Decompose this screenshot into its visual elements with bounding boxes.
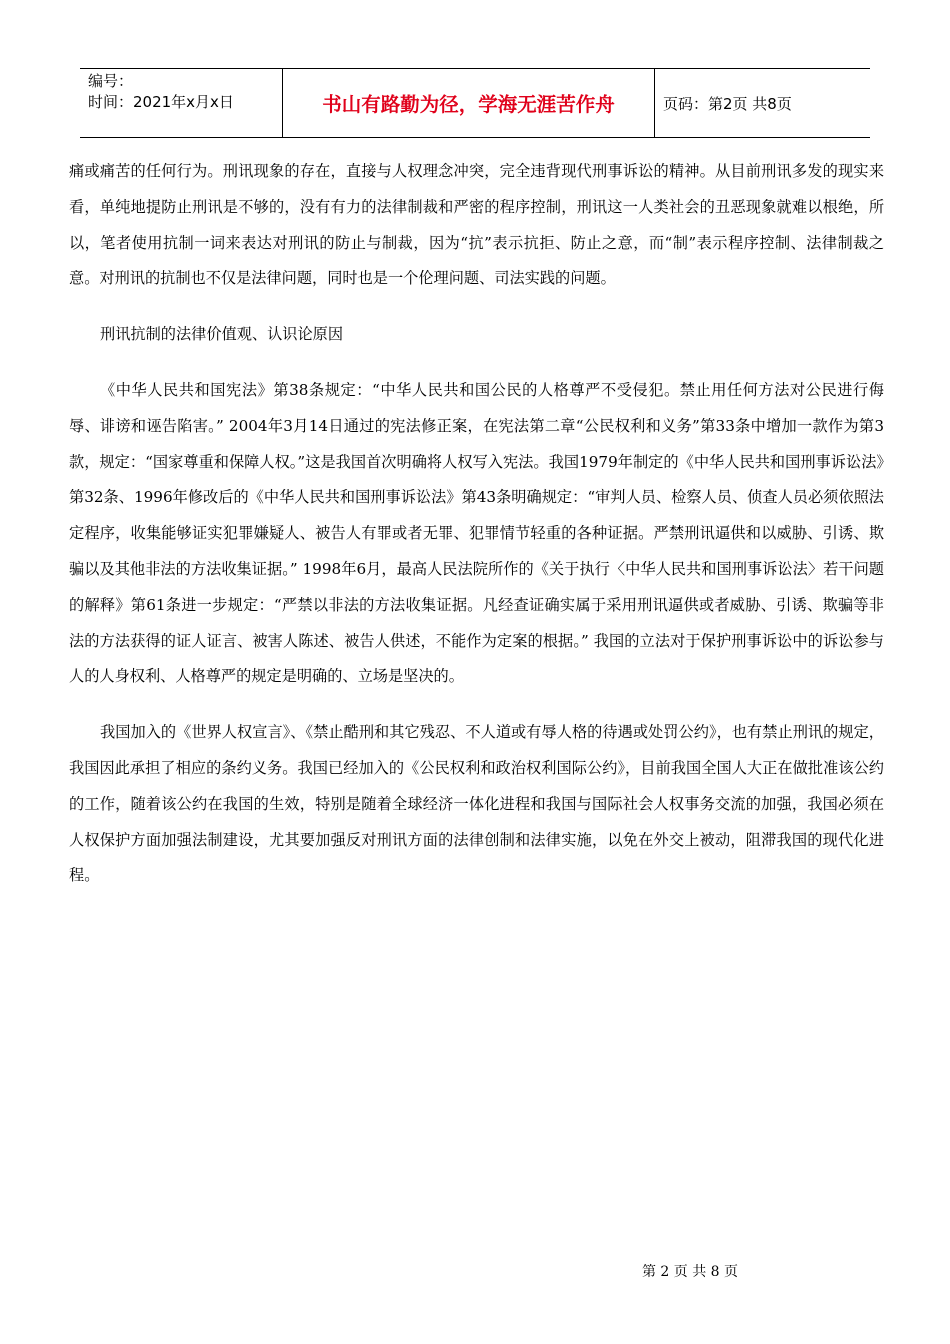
header-info-cell	[80, 69, 283, 137]
paragraph-3: 我国加入的《世界人权宣言》、《禁止酷刑和其它残忍、不人道或有辱人格的待遇或处罚公约》，也有禁止刑讯的规定，我国因此承担了相应的条约义务。我国已经加入的《公民权利和政治权利国际公约》，目前我国全国人大正在做批准该公约的工作，随着该公约在我国的生效，特别是随着全球经济一体化进程和我国与国际社会人权事务交流的加强，我国必须在人权保护方面加强法制建设，尤其要加强反对刑讯方面的法律创制和法律实施，以免在外交上被动，阻滞我国的现代化进程。	[69, 723, 884, 885]
header-motto: 书山有路勤为径，学海无涯苦作舟	[283, 69, 655, 137]
date-label: 时间：2021年x月x日	[88, 93, 234, 111]
header-page-label: 页码：第2页 共8页	[663, 94, 792, 113]
section-heading: 刑讯抗制的法律价值观、认识论原因	[100, 325, 343, 344]
page-header	[80, 68, 870, 138]
serial-number-label: 编号：	[88, 72, 134, 90]
page-footer-number: 第 2 页 共 8 页	[641, 1264, 739, 1280]
document-body	[69, 154, 884, 894]
paragraph-2: 《中华人民共和国宪法》第38条规定：“中华人民共和国公民的人格尊严不受侵犯。禁止用任何方法对公民进行侮辱、诽谤和诬告陷害。” 2004年3月14日通过的宪法修正案，在宪法第二章“公民权利和义务”第33条中增加一款作为第3款，规定：“国家尊重和保障人权。”这是我国首次明确将人权写入宪法。我国1979年制定的《中华人民共和国刑事诉讼法》第32条、1996年修改后的《中华人民共和国刑事诉讼法》第43条明确规定：“审判人员、检察人员、侦查人员必须依照法定程序，收集能够证实犯罪嫌疑人、被告人有罪或者无罪、犯罪情节轻重的各种证据。严禁刑讯逼供和以威胁、引诱、欺骗以及其他非法的方法收集证据。” 1998年6月，最高人民法院所作的《关于执行〈中华人民共和国刑事诉讼法〉若干问题的解释》第61条进一步规定：“严禁以非法的方法收集证据。凡经查证确实属于采用刑讯逼供或者威胁、引诱、欺骗等非法的方法获得的证人证言、被害人陈述、被告人供述，不能作为定案的根据。” 我国的立法对于保护刑事诉讼中的诉讼参与人的人身权利、人格尊严的规定是明确的、立场是坚决的。	[69, 380, 884, 686]
paragraph-1: 痛或痛苦的任何行为。刑讯现象的存在，直接与人权理念冲突，完全违背现代刑事诉讼的精神。从目前刑讯多发的现实来看，单纯地提防止刑讯是不够的，没有有力的法律制裁和严密的程序控制，刑讯这一人类社会的丑恶现象就难以根绝，所以，笔者使用抗制一词来表达对刑讯的防止与制裁，因为“抗”表示抗拒、防止之意，而“制”表示程序控制、法律制裁之意。对刑讯的抗制也不仅是法律问题，同时也是一个伦理问题、司法实践的问题。	[69, 162, 884, 288]
